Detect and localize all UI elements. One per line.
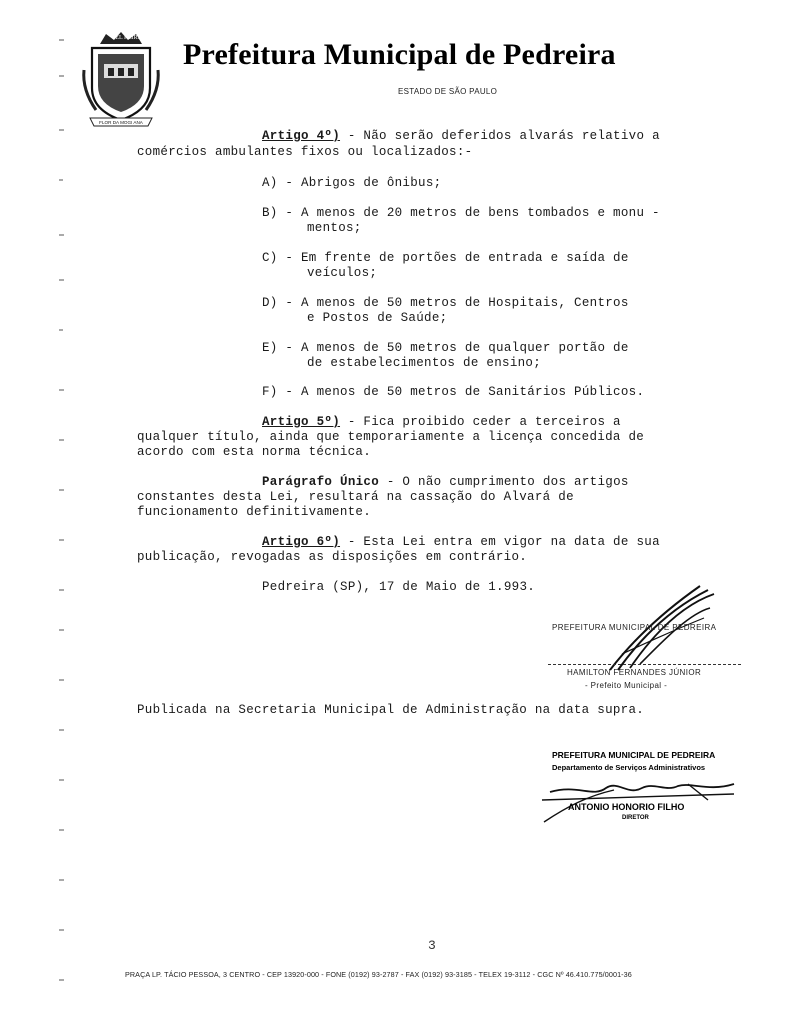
director-stamp-org: PREFEITURA MUNICIPAL DE PEDREIRA [552,750,716,760]
item-e-line-2: de estabelecimentos de ensino; [307,356,542,370]
page-number: 3 [428,938,436,953]
mayor-name: HAMILTON FERNANDES JÚNIOR [567,668,702,677]
paragraph-unico-label: Parágrafo Único [262,475,380,489]
item-d-line-1: D) - A menos de 50 metros de Hospitais, Centros [262,296,629,310]
article-5-label: Artigo 5º) [262,415,341,429]
mayor-org: PREFEITURA MUNICIPAL DE PEDREIRA [552,623,717,632]
item-f: F) - A menos de 50 metros de Sanitários Públicos. [262,385,645,399]
item-d-line-2: e Postos de Saúde; [307,311,448,325]
mayor-signature-line [548,664,741,665]
article-6-label: Artigo 6º) [262,535,341,549]
item-c-line-2: veículos; [307,266,378,280]
paragraph-unico-line-1: Parágrafo Único - O não cumprimento dos artigos [262,475,629,489]
footer-address: PRAÇA LP. TÁCIO PESSOA, 3 CENTRO - CEP 13920-000 - FONE (0192) 93-2787 - FAX (0192) 93-3185 - TELEX 19-3112 - CGC Nº 46.410.775/0001-36 [125,970,632,979]
item-c-line-1: C) - Em frente de portões de entrada e saída de [262,251,629,265]
margin-marks [55,30,75,1010]
director-stamp-dept: Departamento de Serviços Administrativos [552,763,706,772]
item-e-line-1: E) - A menos de 50 metros de qualquer portão de [262,341,629,355]
paragraph-unico-line-3: funcionamento definitivamente. [137,505,372,519]
item-b-line-2: mentos; [307,221,362,235]
municipal-crest-icon [80,30,162,130]
director-role: DIRETOR [622,815,649,821]
mayor-role: - Prefeito Municipal - [585,681,668,690]
item-b-line-1: B) - A menos de 20 metros de bens tombados e monu - [262,206,660,220]
article-5-line-2: qualquer título, ainda que temporariamente a licença concedida de [137,430,645,444]
article-6-line-1: Artigo 6º) - Esta Lei entra em vigor na data de sua [262,535,660,549]
article-5-line-3: acordo com esta norma técnica. [137,445,372,459]
crest-label: FLOR DA MOGI ANA [99,120,143,125]
article-5-line-1: Artigo 5º) - Fica proibido ceder a terceiros a [262,415,621,429]
item-a: A) - Abrigos de ônibus; [262,176,442,190]
published-line: Publicada na Secretaria Municipal de Administração na data supra. [137,703,645,717]
date-line: Pedreira (SP), 17 de Maio de 1.993. [262,580,536,594]
article-6-line-2: publicação, revogadas as disposições em contrário. [137,550,528,564]
director-name: ANTONIO HONORIO FILHO [568,802,685,812]
page-title: Prefeitura Municipal de Pedreira [183,38,616,71]
article-4-label: Artigo 4º) [262,129,341,143]
paragraph-unico-line-2: constantes desta Lei, resultará na cassação do Alvará de [137,490,574,504]
article-4-line-2: comércios ambulantes fixos ou localizados:- [137,145,473,159]
crest-motto: PEL REIRA [112,35,142,41]
article-4-line-1: Artigo 4º) - Não serão deferidos alvarás relativo a [262,129,660,143]
state-subtitle: ESTADO DE SÃO PAULO [398,87,498,96]
